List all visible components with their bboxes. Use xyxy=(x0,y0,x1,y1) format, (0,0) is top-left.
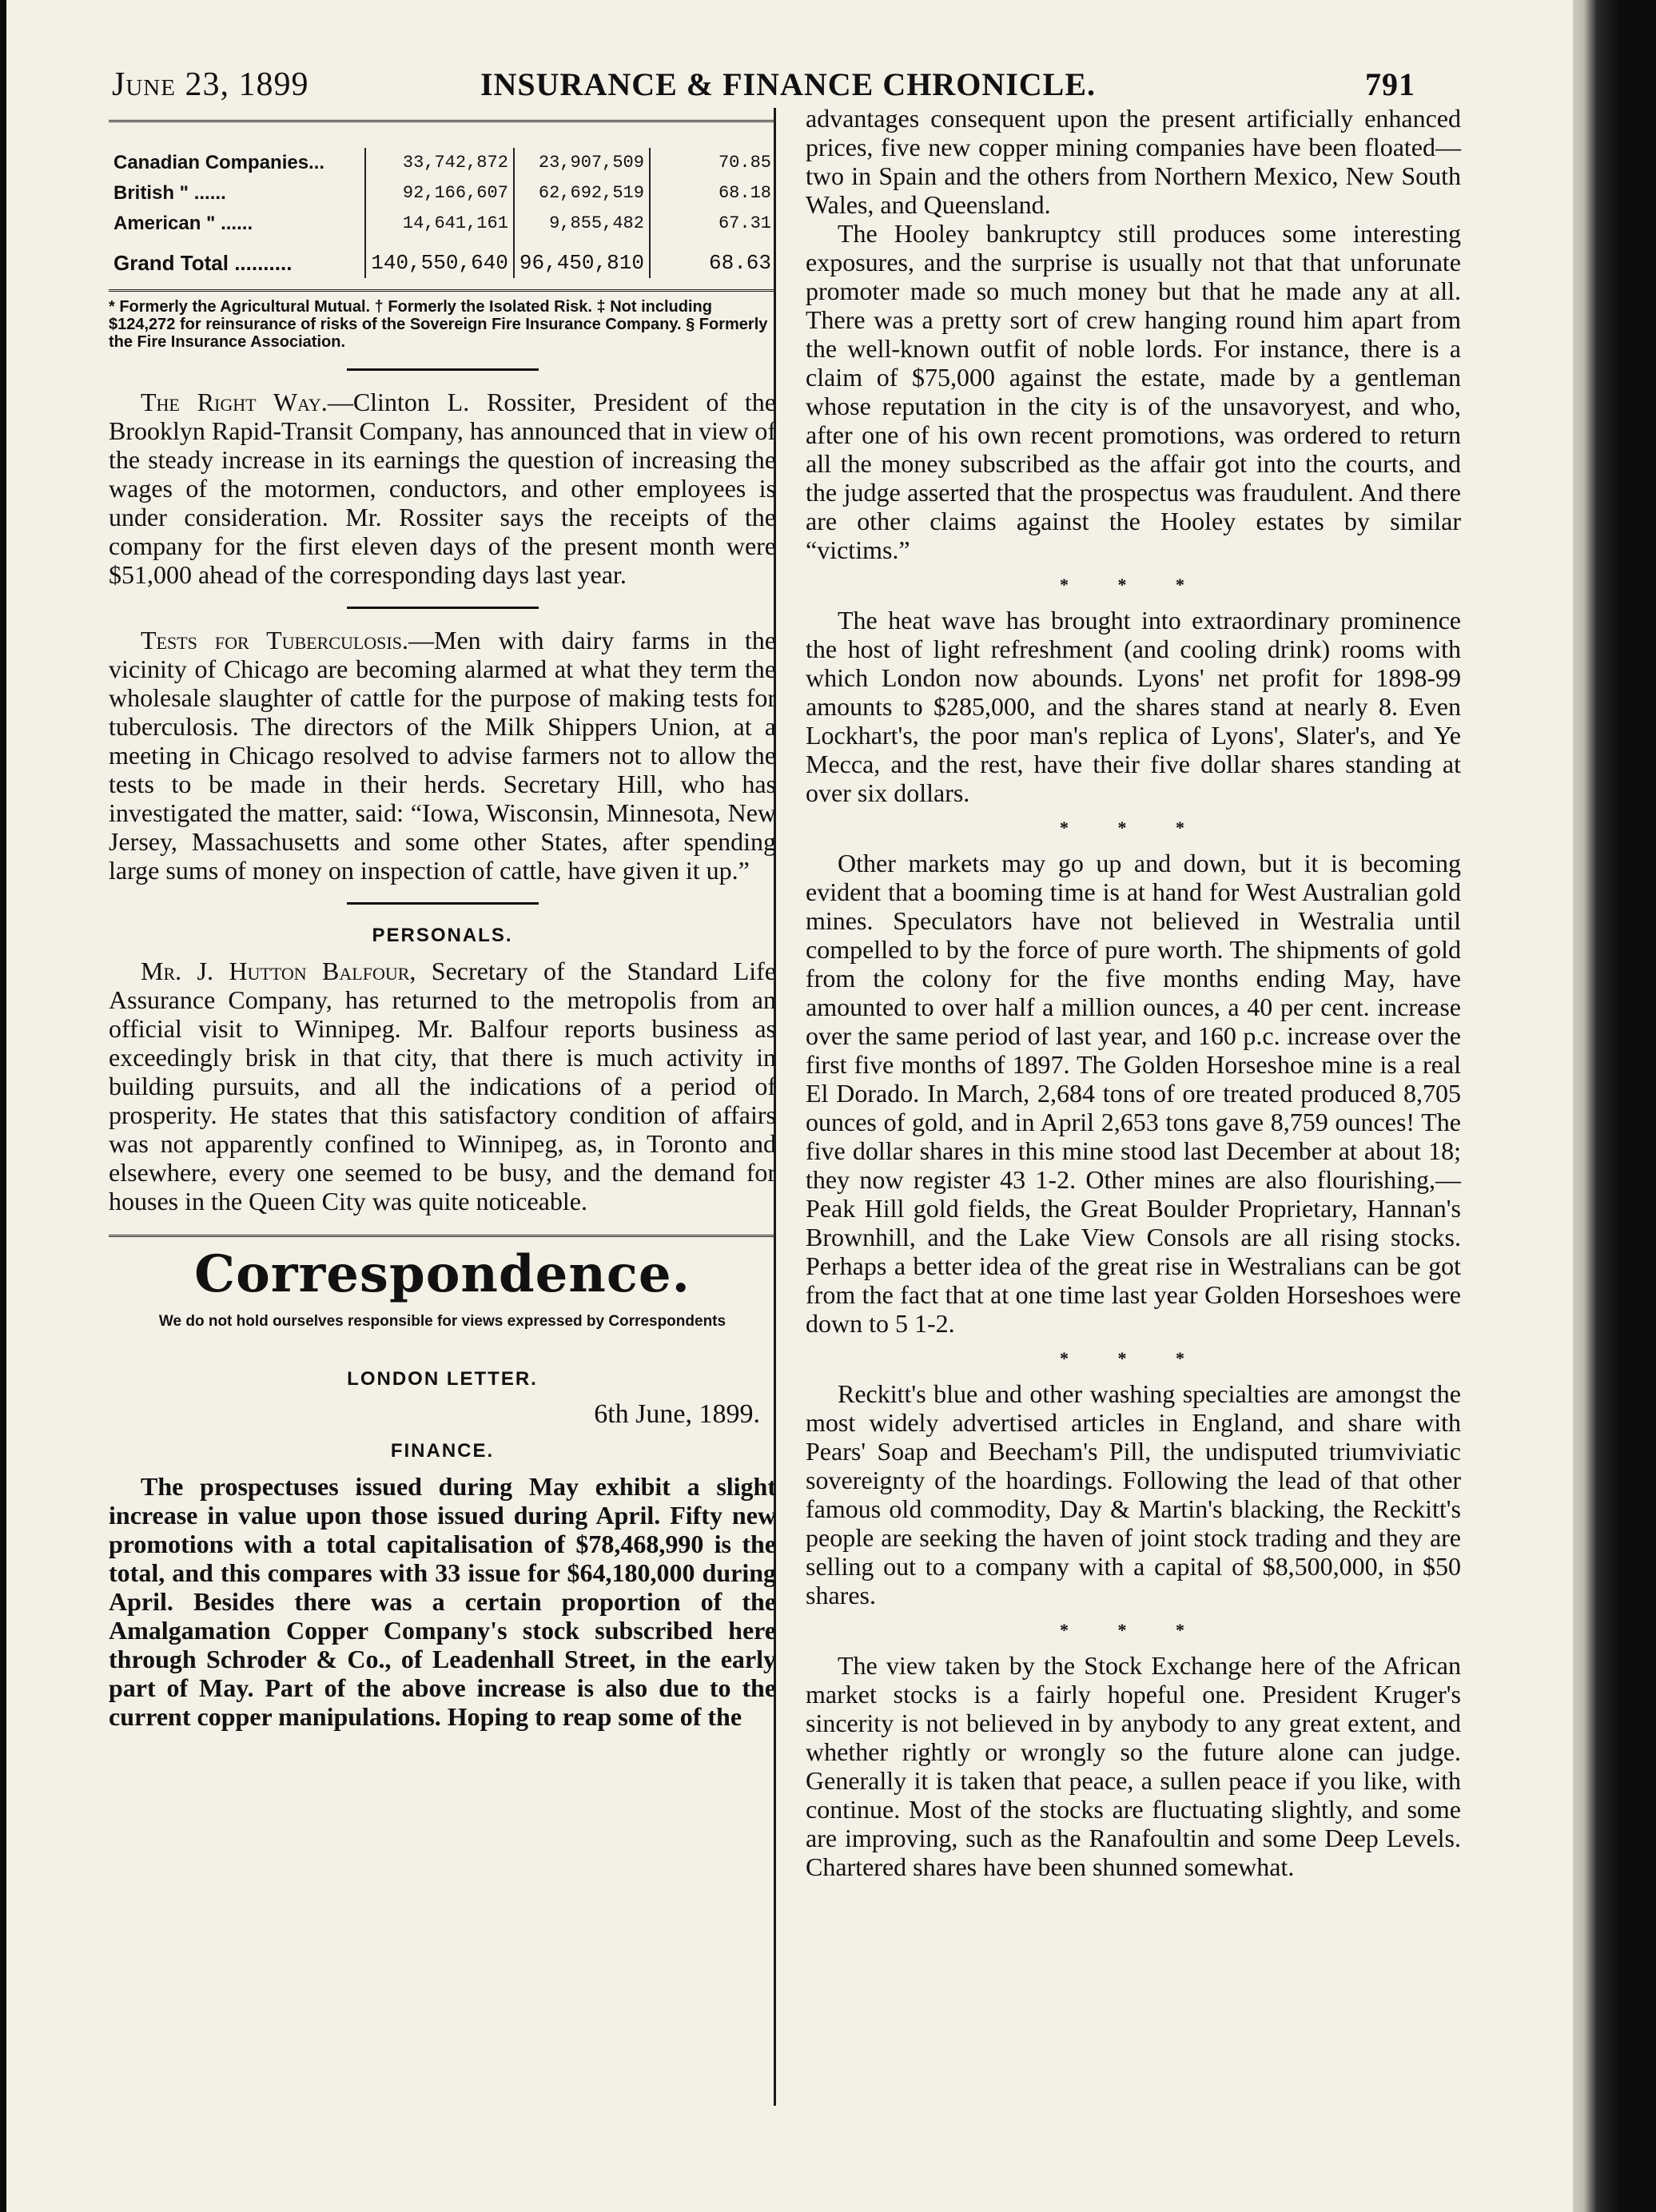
table-row xyxy=(109,148,776,178)
paragraph: Other markets may go up and down, but it is becoming evident that a booming time is at hand for West Australian gold mines. Speculators have not believed in Westralia until compelled to by the force of pure worth. The shipments of gold from the colony for the five months ending May, have amounted to over half a million ounces, a 40 per cent. increase over the same period of last year, and 160 p.c. increase over the first five months of 1897. The Golden Horseshoe mine is a real El Dorado. In March, 2,684 tons of ore treated produced 8,705 ounces of gold, and in April 2,653 tons gave 8,759 ounces! The five dollar shares in this mine stood last December at about 18; they now register 43 1-2. Other mines are also flourishing,—Peak Hill gold fields, the Great Boulder Proprietary, Hannan's Brownhill, and the Lake View Consols are all rising stocks. Perhaps a better idea of the great rise in Westralians can be got from the fact that at one time last year Golden Horseshoes were down to 5 1-2. xyxy=(806,849,1461,1338)
page-number: 791 xyxy=(1365,66,1415,102)
letter-text: The prospectuses issued during May exhibit a slight increase in value upon those issued during April. Fifty new promotions with a total capitalisation of $78,468,990 is the total, and this compares with 33 issue for $64,180,000 during April. Besides there was a certain proportion of the Amalgamation Copper Company's stock subscribed here through Schroder & Co., of Leadenhall Street, in the early part of May. Part of the above increase is also due to the current copper manipulations. Hoping to reap some of the xyxy=(109,1472,776,1731)
publication-title: INSURANCE & FINANCE CHRONICLE. xyxy=(480,66,1097,102)
article-text: Secretary of the Standard Life Assurance Company, has returned to the metropolis from an official visit to Winnipeg. Mr. Balfour reports business as exceedingly brisk in that city, that there is much activity in building pursuits, and all the indications of a period of prosperity. He states that this satisfactory condition of affairs was not apparently confined to Winnipeg, as, in Toronto and elsewhere, every one seemed to be busy, and the demand for houses in the Queen City was quite noticeable. xyxy=(109,957,777,1215)
article-text: —Clinton L. Rossiter, President of the Brooklyn Rapid-Transit Company, has announced that in view of the steady increase in its earnings the question of increasing the wages of the motormen, conductors, and other employees is under consideration. Mr. Rossiter says the receipts of the company for the first eleven days of the present month were $51,000 ahead of the corresponding days last year. xyxy=(109,388,777,589)
article-personals xyxy=(109,957,776,1215)
section-rule xyxy=(109,1235,776,1237)
table-cell: 9,855,482 xyxy=(514,209,650,239)
row-label: American " ...... xyxy=(113,213,253,234)
row-label: British " ...... xyxy=(113,182,226,204)
companies-table xyxy=(109,148,776,278)
article-lead: The Right Way. xyxy=(141,388,328,416)
paragraph: The Hooley bankruptcy still produces some interesting exposures, and the surprise is usually not that that unforunate promoter made so much money but that he made any at all. There was a pretty sort of crew hanging round him apart from the well-known outfit of noble lords. For instance, there is a claim of $75,000 against the estate, made by a gentleman whose reputation in the city is of the unsavoryest, and who, after one of his own recent promotions, was ordered to return all the money subscribed as the affair got into the courts, and the judge asserted that the prospectus was fraudulent. And there are other claims against the Hooley estates by similar “victims.” xyxy=(806,219,1461,564)
article-lead: Mr. J. Hutton Balfour, xyxy=(141,957,416,985)
article-lead: Tests for Tuberculosis. xyxy=(141,626,408,654)
right-column xyxy=(806,104,1461,1881)
article-text: —Men with dairy farms in the vicinity of Chicago are becoming alarmed at what they term the wholesale slaughter of cattle for the purpose of making tests for tuberculosis. The directors of the Milk Shippers Union, at a meeting in Chicago resolved to advise farmers not to allow the tests to be made in their herds. Secretary Hill, who has investigated the matter, said: “Iowa, Wisconsin, Minnesota, New Jersey, Massachusetts and some other States, after spending large sums of money on inspection of cattle, have given it up.” xyxy=(109,626,777,885)
row-label: Grand Total .......... xyxy=(113,251,293,275)
disclaimer: We do not hold ourselves responsible for views expressed by Correspondents xyxy=(158,1313,726,1330)
section-separator: * * * xyxy=(1060,818,1207,837)
article-right-way xyxy=(109,388,776,589)
table-cell: 23,907,509 xyxy=(514,148,650,178)
table-cell: 92,166,607 xyxy=(365,178,514,209)
table-cell: 68.18 xyxy=(650,178,776,209)
paragraph: Reckitt's blue and other washing specialties are amongst the most widely advertised articles in England, and share with Pears' Soap and Beecham's Pill, the undisputed triumviviatic sovereignty of the hoardings. Following the lead of that other famous old commodity, Day & Martin's blacking, the Reckitt's people are seeking the haven of joint stock trading and they are selling out to a company with a capital of $8,500,000, in $50 shares. xyxy=(806,1379,1461,1609)
table-rule xyxy=(109,289,776,292)
table-cell: 14,641,161 xyxy=(365,209,514,239)
paragraph: The heat wave has brought into extraordinary prominence the host of light refreshment (and cooling drink) rooms with which London now abounds. Lyons' net profit for 1898-99 amounts to $285,000, and the shares stand at nearly 8. Even Lockhart's, the poor man's replica of Lyons', Slater's, and Ye Mecca, and the rest, have their five dollar shares standing at over six dollars. xyxy=(806,606,1461,807)
correspondence-heading: Correspondence. xyxy=(194,1244,691,1304)
paragraph: The view taken by the Stock Exchange here of the African market stocks is a fairly hopeful one. President Kruger's sincerity is not believed in by anybody to any great extent, and whether rightly or wrongly so the future alone can judge. Generally it is taken that peace, a sullen peace if you like, with continue. Most of the stocks are fluctuating slightly, and some are improving, such as the Ranafoultin and some Deep Levels. Chartered shares have been shunned somewhat. xyxy=(806,1651,1461,1881)
table-cell: 68.63 xyxy=(650,239,776,278)
ornament-divider xyxy=(109,896,776,910)
table-row xyxy=(109,209,776,239)
section-separator: * * * xyxy=(1060,575,1207,595)
table-cell: 67.31 xyxy=(650,209,776,239)
table-cell: 62,692,519 xyxy=(514,178,650,209)
section-heading: PERSONALS. xyxy=(372,925,513,946)
section-separator: * * * xyxy=(1060,1620,1207,1640)
letter-heading: LONDON LETTER. xyxy=(347,1368,538,1390)
letter-date: 6th June, 1899. xyxy=(594,1399,760,1429)
table-total-row xyxy=(109,239,776,278)
table-cell: 70.85 xyxy=(650,148,776,178)
letter-subheading: FINANCE. xyxy=(390,1440,495,1462)
table-footnotes: * Formerly the Agricultural Mutual. † Formerly the Isolated Risk. ‡ Not including $124,272 for reinsurance of risks of the Sovereign Fire Insurance Company. § Formerly the Fire Insurance Association. xyxy=(109,298,768,351)
table-row xyxy=(109,178,776,209)
ornament-divider xyxy=(109,600,776,615)
ornament-divider xyxy=(109,362,776,376)
table-cell: 96,450,810 xyxy=(514,239,650,278)
header-rule xyxy=(109,120,776,122)
paragraph: advantages consequent upon the present artificially enhanced prices, five new copper mining companies have been floated—two in Spain and the others from Northern Mexico, New South Wales, and Queensland. xyxy=(806,104,1461,219)
row-label: Canadian Companies... xyxy=(113,152,325,173)
section-separator: * * * xyxy=(1060,1348,1207,1368)
table-cell: 140,550,640 xyxy=(365,239,514,278)
article-tuberculosis xyxy=(109,626,776,885)
issue-date: June 23, 1899 xyxy=(112,66,309,103)
scan-edge xyxy=(1573,0,1656,2212)
newspaper-page xyxy=(6,0,1573,2212)
table-cell: 33,742,872 xyxy=(365,148,514,178)
left-column xyxy=(109,120,776,1731)
